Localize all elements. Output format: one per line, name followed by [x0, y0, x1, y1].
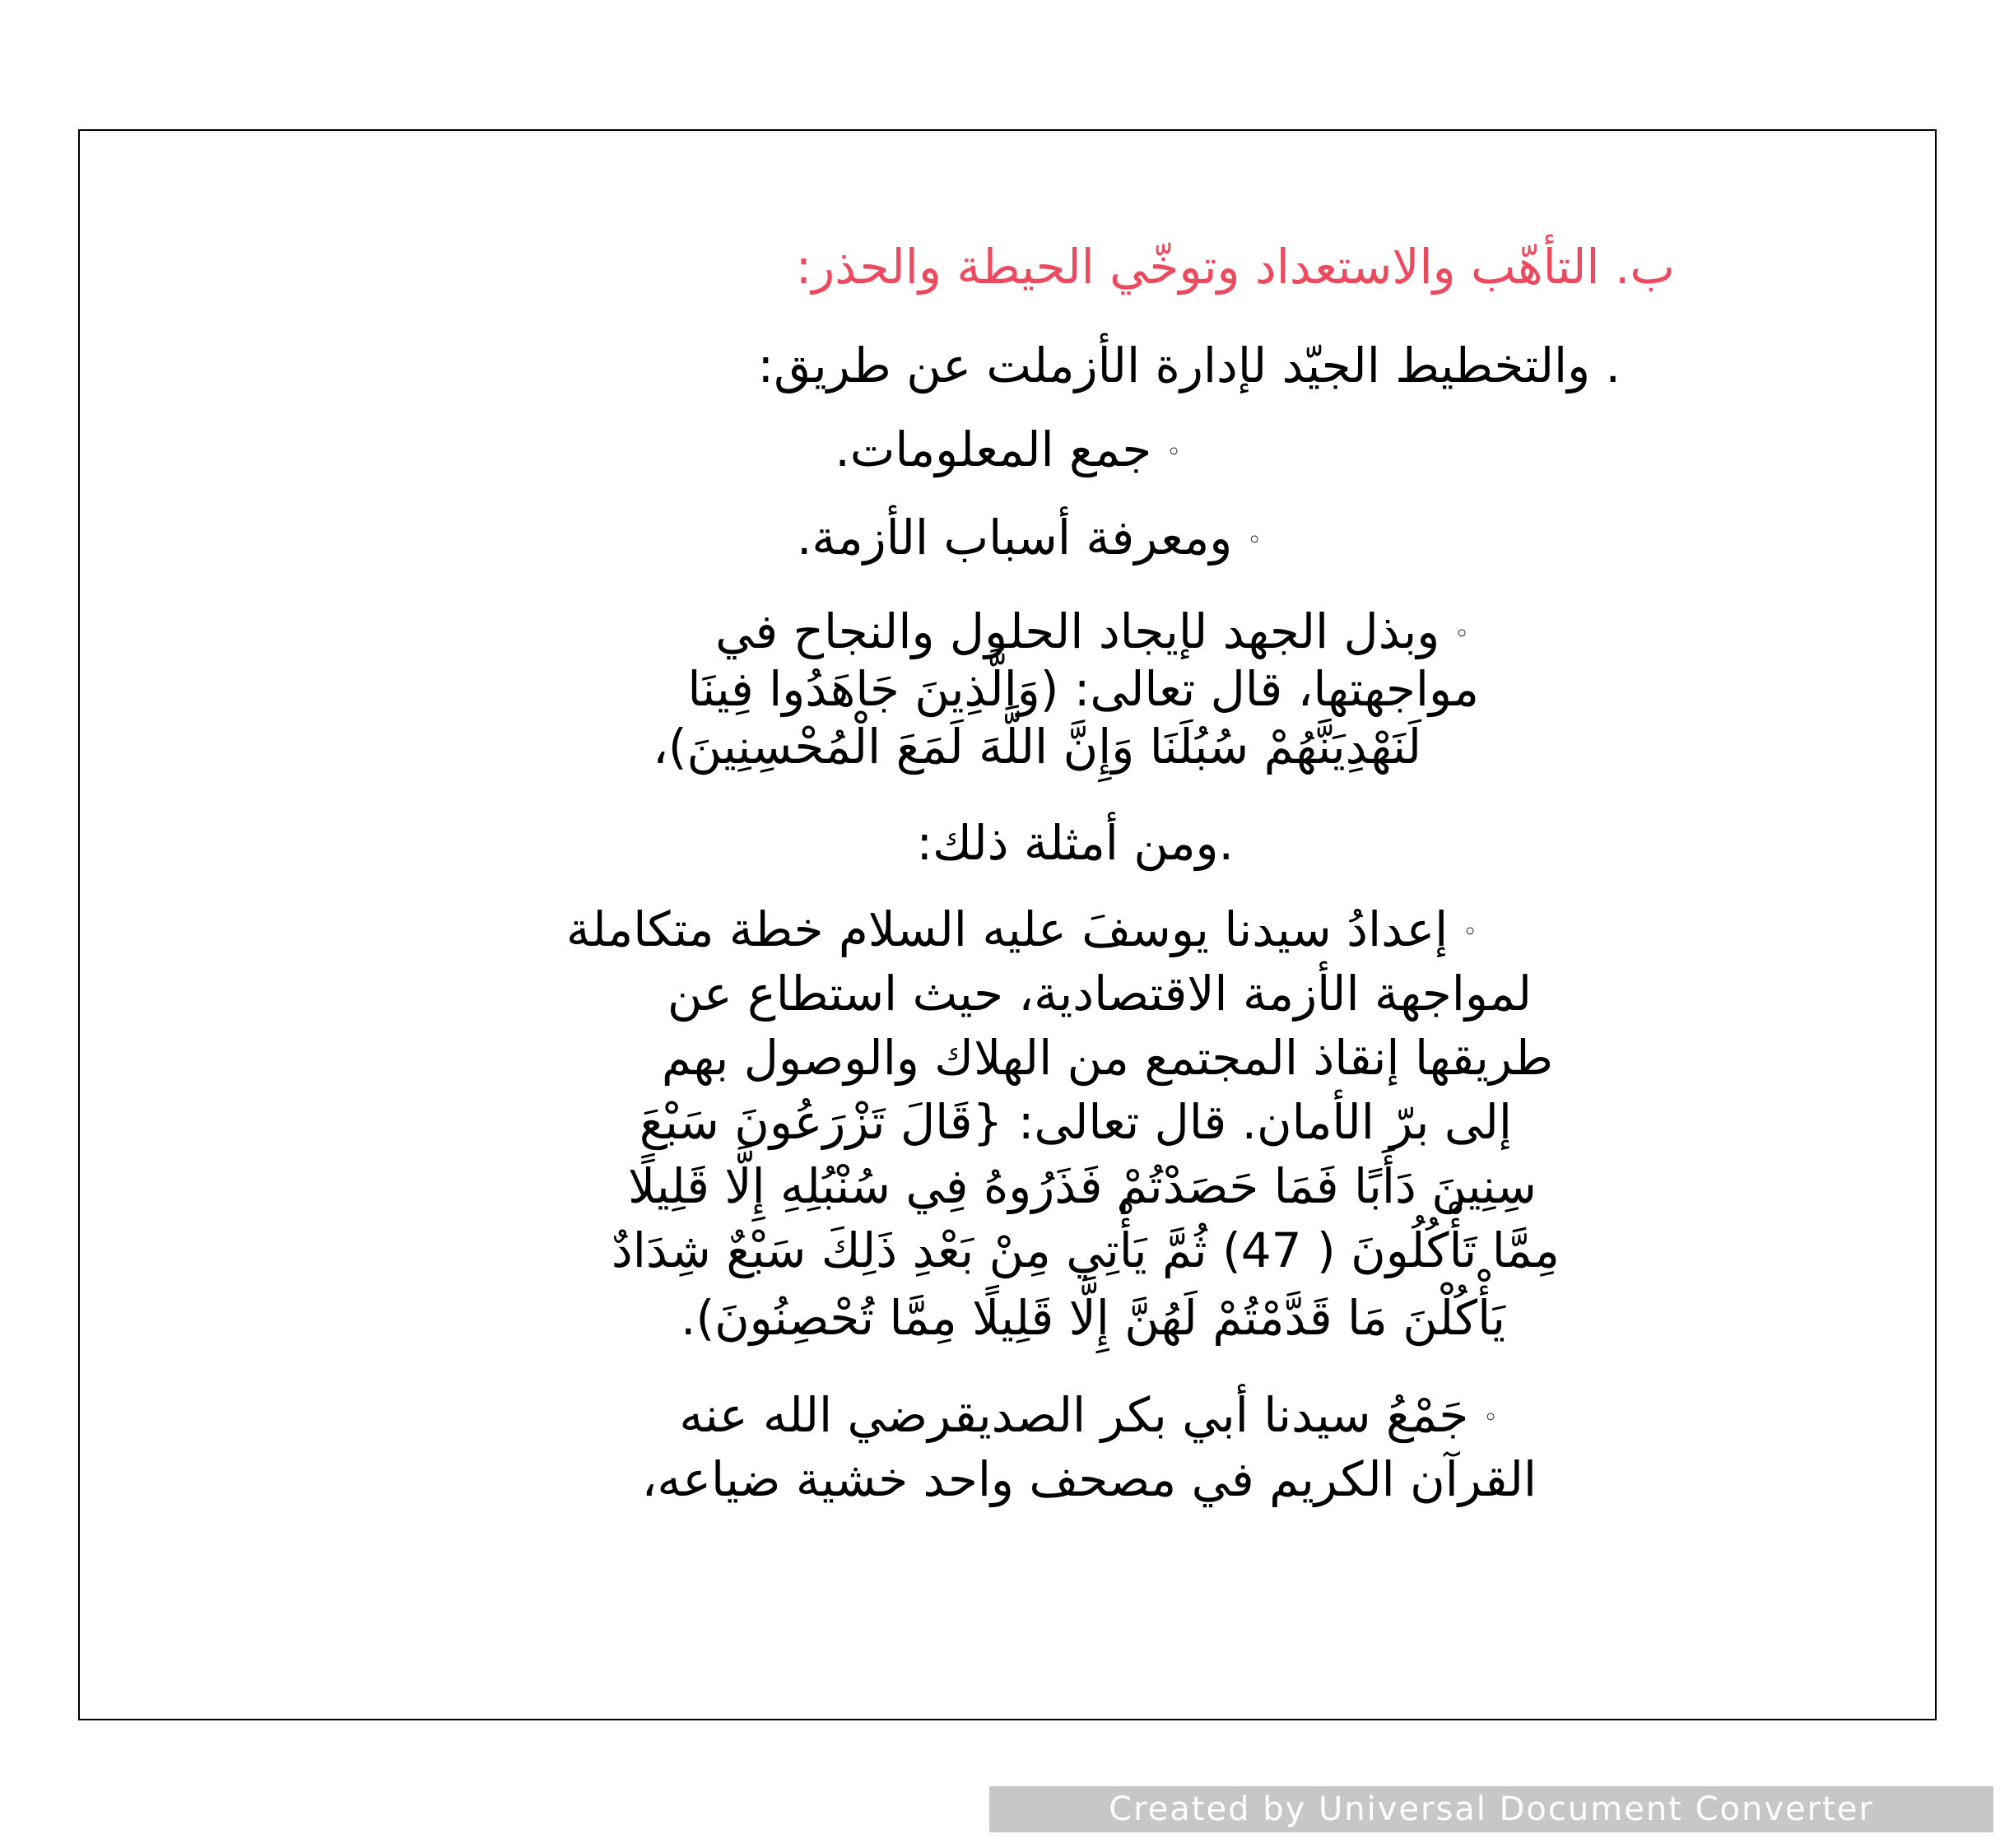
example-yusuf-line-4: إلى برّ الأمان. قال تعالى: {قَالَ تَزْرَعُونَ سَبْعَ — [639, 1094, 1512, 1150]
item-text: وبذل الجهد لإيجاد الحلول والنجاح في — [715, 603, 1440, 659]
bullet-icon: ◦ — [1247, 525, 1263, 555]
intro-line: . والتخطيط الجيّد لإدارة الأزملت عن طريق: — [757, 337, 1621, 393]
item-text: ومعرفة أسباب الأزمة. — [796, 510, 1233, 566]
example-yusuf-line-5: سِنِينَ دَأَبًا فَمَا حَصَدْتُمْ فَذَرُوهُ فِي سُنْبُلِهِ إِلَّا قَلِيلًا — [627, 1158, 1537, 1214]
section-heading: ب. التأهّب والاستعداد وتوخّي الحيطة والحذر: — [795, 239, 1675, 295]
list-item-crisis-causes — [796, 510, 1263, 566]
item-text: جمع المعلومات. — [835, 421, 1152, 477]
bullet-icon: ◦ — [1454, 619, 1471, 649]
item-text: جَمْعُ سيدنا أبي بكر الصديقرضي الله عنه — [679, 1387, 1469, 1443]
list-item-collect-info — [835, 421, 1183, 477]
example-yusuf-line-3: طريقها إنقاذ المجتمع من الهلاك والوصول بهم — [661, 1030, 1553, 1086]
bullet-icon: ◦ — [1463, 917, 1479, 947]
item3-cont-line-2: لَنَهْدِيَنَّهُمْ سُبُلَنَا وَإِنَّ اللَّهَ لَمَعَ الْمُحْسِنِينَ)، — [653, 719, 1421, 775]
item3-cont-line-1: مواجهتها، قال تعالى: (وَالَّذِينَ جَاهَدُوا فِينَا — [687, 661, 1479, 717]
example-yusuf-line-2: لمواجهة الأزمة الاقتصادية، حيث استطاع عن — [667, 966, 1532, 1022]
footer-banner: Created by Universal Document Converter — [989, 1786, 1993, 1832]
examples-intro: .ومن أمثلة ذلك: — [916, 815, 1234, 871]
example-yusuf-line-1 — [565, 901, 1479, 957]
item-text: إعدادُ سيدنا يوسفَ عليه السلام خطة متكاملة — [565, 901, 1449, 957]
list-item-effort — [715, 603, 1471, 659]
example-yusuf-line-7: يَأْكُلْنَ مَا قَدَّمْتُمْ لَهُنَّ إِلَّا قَلِيلًا مِمَّا تُحْصِنُونَ). — [681, 1290, 1505, 1346]
example-abubakr-line-2: القرآن الكريم في مصحف واحد خشية ضياعه، — [641, 1451, 1537, 1507]
bullet-icon: ◦ — [1483, 1403, 1500, 1432]
example-yusuf-line-6: مِمَّا تَأْكُلُونَ ( 47) ثُمَّ يَأْتِي مِنْ بَعْدِ ذَلِكَ سَبْعٌ شِدَادٌ — [611, 1222, 1560, 1278]
bullet-icon: ◦ — [1166, 437, 1183, 467]
example-abubakr-line-1 — [679, 1387, 1500, 1443]
